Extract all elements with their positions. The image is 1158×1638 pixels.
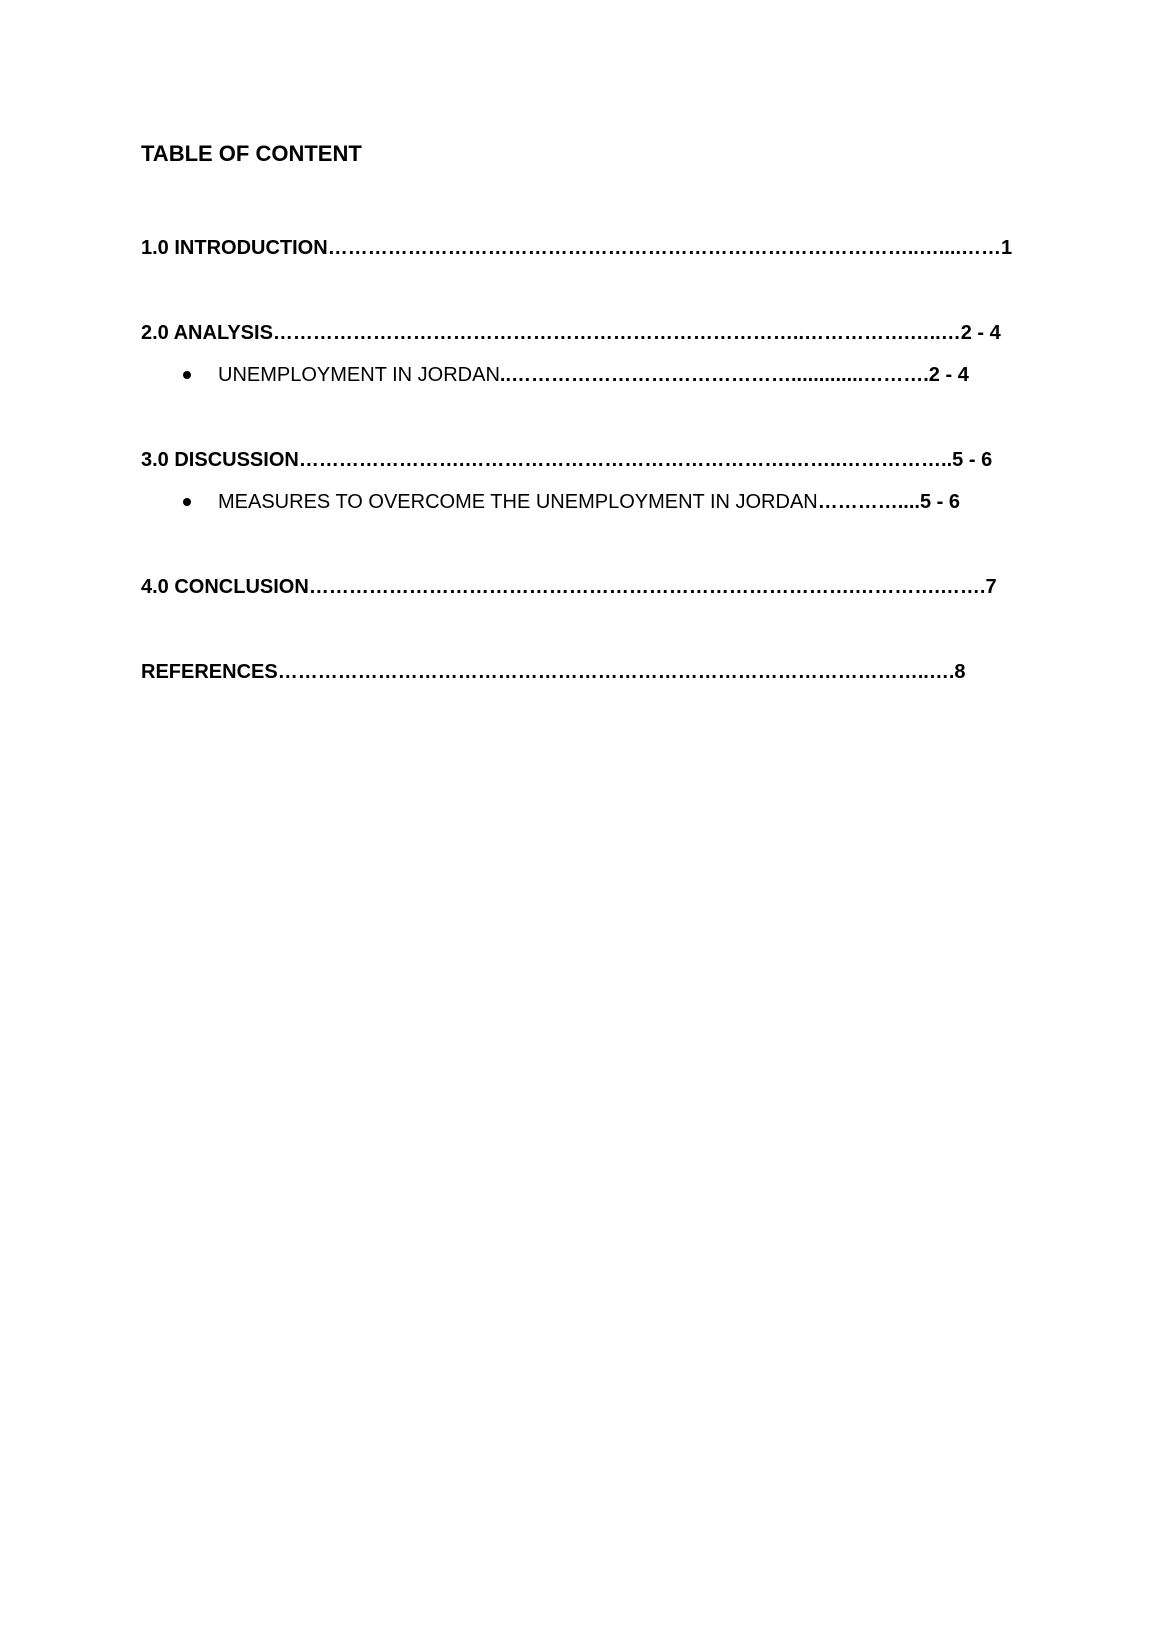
bullet-icon xyxy=(183,498,191,506)
toc-subentry-unemployment xyxy=(218,362,969,388)
toc-entry-page: 1 xyxy=(1001,237,1013,259)
toc-subentry-page: 2 - 4 xyxy=(928,364,969,386)
toc-entry-label: 2.0 ANALYSIS xyxy=(141,322,273,344)
toc-subentry-label: MEASURES TO OVERCOME THE UNEMPLOYMENT IN JORDAN xyxy=(218,491,818,513)
toc-entry-analysis xyxy=(141,320,1001,346)
toc-entry-leader: ……………………………………………………………………….………….……. xyxy=(308,576,986,598)
toc-subentry-leader: ..…………………………………….............………. xyxy=(499,364,929,386)
toc-entry-discussion xyxy=(141,447,992,473)
toc-entry-leader: ……………………………………………………………………………..…....…… xyxy=(327,237,1002,259)
toc-entry-label: REFERENCES xyxy=(141,661,278,683)
toc-entry-label: 1.0 INTRODUCTION xyxy=(141,237,328,259)
toc-entry-introduction xyxy=(141,235,1012,261)
toc-entry-page: 5 - 6 xyxy=(952,449,993,471)
toc-entry-leader: ……………………………………………………………………..…………….…..… xyxy=(272,322,961,344)
toc-entry-references xyxy=(141,659,966,685)
toc-subentry-page: 5 - 6 xyxy=(919,491,960,513)
toc-entry-leader: ……………………………………………………………………………………..…. xyxy=(277,661,955,683)
toc-entry-label: 4.0 CONCLUSION xyxy=(141,576,309,598)
toc-subentry-measures xyxy=(218,489,960,515)
toc-entry-conclusion xyxy=(141,574,997,600)
toc-subentry-leader: ………….... xyxy=(817,491,920,513)
toc-entry-page: 8 xyxy=(954,661,966,683)
toc-title: TABLE OF CONTENT xyxy=(141,141,362,166)
toc-subentry-label: UNEMPLOYMENT IN JORDAN xyxy=(218,364,500,386)
toc-entry-page: 7 xyxy=(985,576,997,598)
toc-entry-leader: …………………….………………………………………….……..…………….. xyxy=(298,449,953,471)
toc-entry-label: 3.0 DISCUSSION xyxy=(141,449,299,471)
bullet-icon xyxy=(183,371,191,379)
toc-entry-page: 2 - 4 xyxy=(960,322,1001,344)
